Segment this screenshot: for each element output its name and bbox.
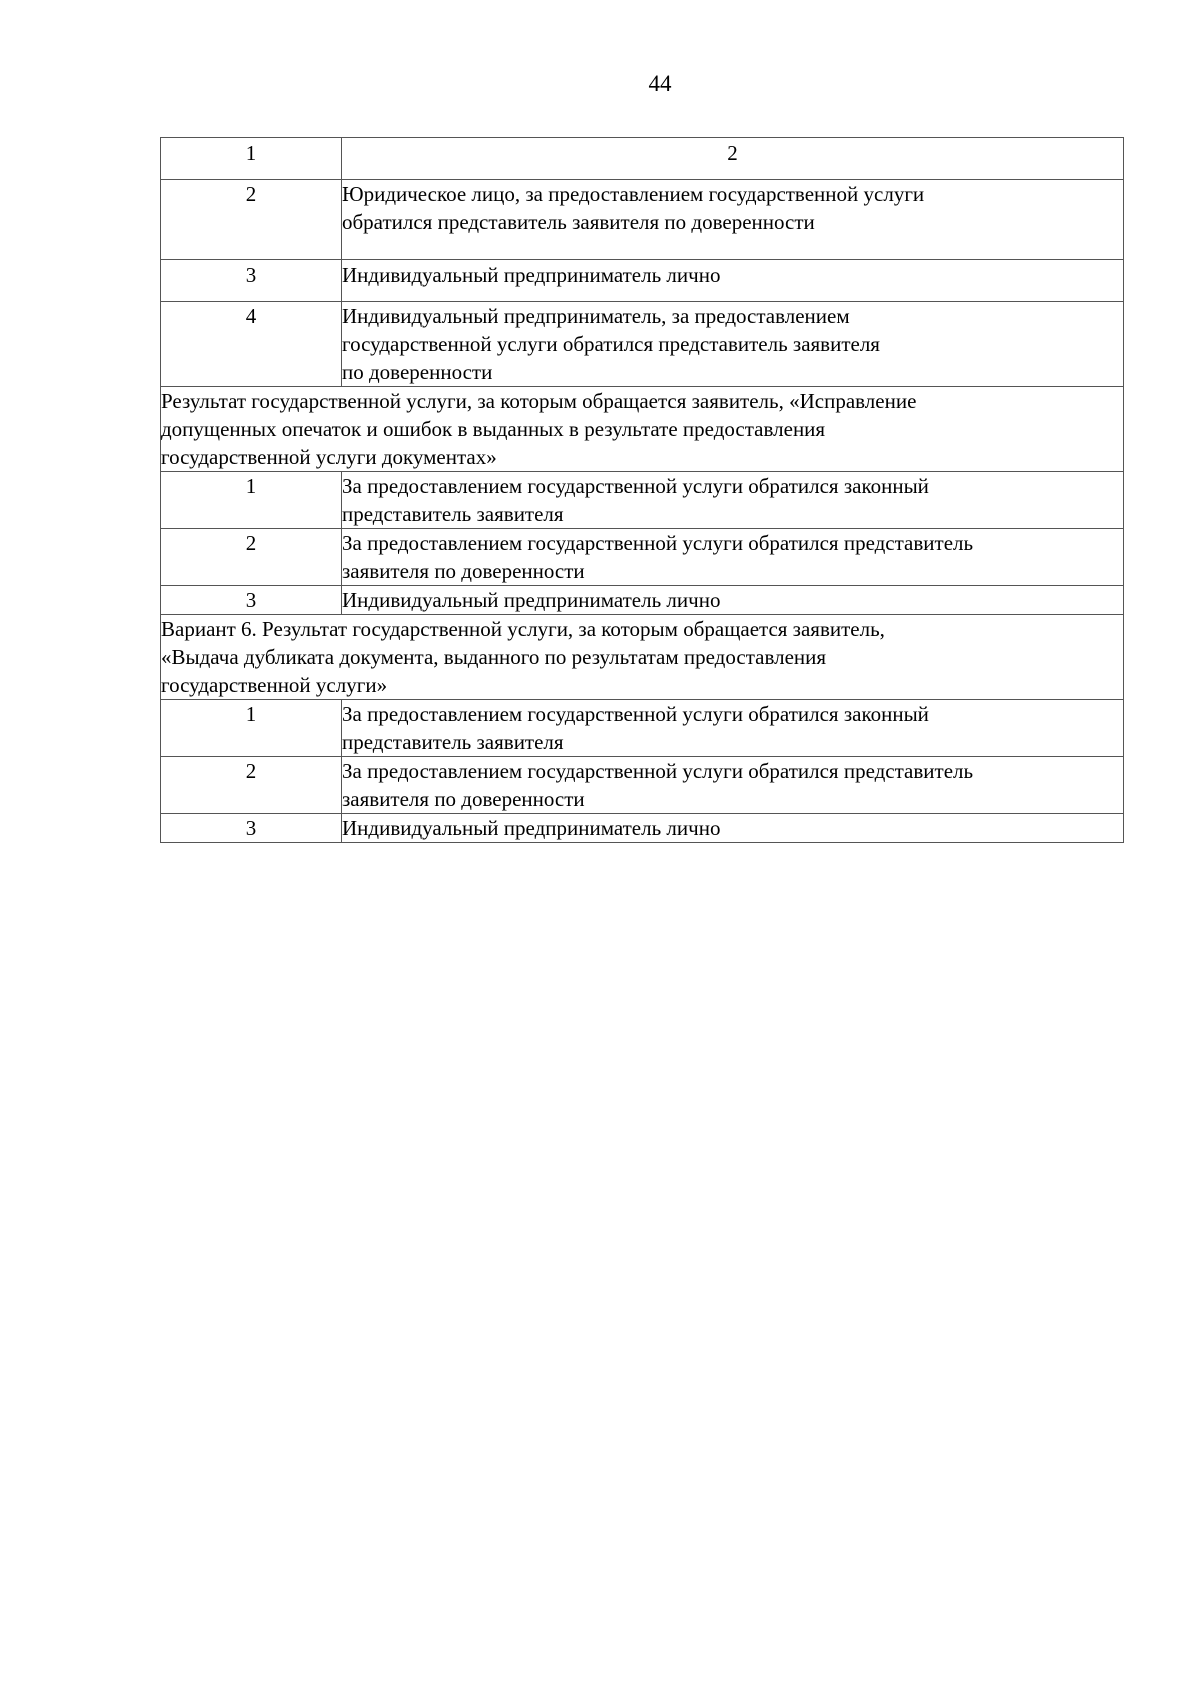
text-line: «Выдача дубликата документа, выданного по результатам предоставления: [161, 645, 827, 669]
text-line: Индивидуальный предприниматель лично: [342, 816, 721, 840]
row-number: 3: [161, 814, 342, 843]
row-text: [342, 472, 1124, 529]
table-row: [161, 757, 1124, 814]
row-text: [342, 302, 1124, 387]
table-row: [161, 302, 1124, 387]
text-line: по доверенности: [342, 360, 493, 384]
row-number: 1: [161, 472, 342, 529]
text-line: За предоставлением государственной услуги обратился представитель: [342, 531, 974, 555]
text-line: Юридическое лицо, за предоставлением государственной услуги: [342, 182, 925, 206]
text-line: допущенных опечаток и ошибок в выданных в результате предоставления: [161, 417, 826, 441]
row-number: 2: [161, 529, 342, 586]
table-row: [161, 260, 1124, 302]
row-text: [342, 586, 1124, 615]
text-line: представитель заявителя: [342, 502, 564, 526]
text-line: обратился представитель заявителя по доверенности: [342, 210, 815, 234]
table-row: [161, 472, 1124, 529]
table-row: [161, 814, 1124, 843]
table-row: [161, 180, 1124, 260]
table-header-row: [161, 138, 1124, 180]
row-number: 4: [161, 302, 342, 387]
table-row: [161, 586, 1124, 615]
row-number: 3: [161, 260, 342, 302]
section-heading-row: [161, 387, 1124, 472]
service-variants-table: [160, 137, 1124, 843]
row-number: 2: [161, 180, 342, 260]
header-column-1: 1: [161, 138, 342, 180]
text-line: За предоставлением государственной услуги обратился представитель: [342, 759, 974, 783]
table-row: [161, 700, 1124, 757]
text-line: За предоставлением государственной услуги обратился законный: [342, 702, 929, 726]
text-line: заявителя по доверенности: [342, 559, 585, 583]
row-text: [342, 814, 1124, 843]
row-text: [342, 700, 1124, 757]
text-line: Индивидуальный предприниматель, за предоставлением: [342, 304, 850, 328]
row-number: 1: [161, 700, 342, 757]
section-heading-row: [161, 615, 1124, 700]
page-number: 44: [648, 71, 672, 96]
row-text: [342, 180, 1124, 260]
row-text: [342, 757, 1124, 814]
text-line: Индивидуальный предприниматель лично: [342, 588, 721, 612]
text-line: Индивидуальный предприниматель лично: [342, 263, 721, 287]
text-line: государственной услуги документах»: [161, 445, 497, 469]
table-row: [161, 529, 1124, 586]
row-text: [342, 529, 1124, 586]
row-number: 2: [161, 757, 342, 814]
text-line: государственной услуги»: [161, 673, 388, 697]
section-heading: [161, 387, 1124, 472]
text-line: государственной услуги обратился представитель заявителя: [342, 332, 880, 356]
header-column-2: 2: [342, 138, 1124, 180]
text-line: Вариант 6. Результат государственной услуги, за которым обращается заявитель,: [161, 617, 885, 641]
text-line: представитель заявителя: [342, 730, 564, 754]
row-text: [342, 260, 1124, 302]
text-line: Результат государственной услуги, за которым обращается заявитель, «Исправление: [161, 389, 917, 413]
text-line: За предоставлением государственной услуги обратился законный: [342, 474, 929, 498]
section-heading: [161, 615, 1124, 700]
text-line: заявителя по доверенности: [342, 787, 585, 811]
row-number: 3: [161, 586, 342, 615]
